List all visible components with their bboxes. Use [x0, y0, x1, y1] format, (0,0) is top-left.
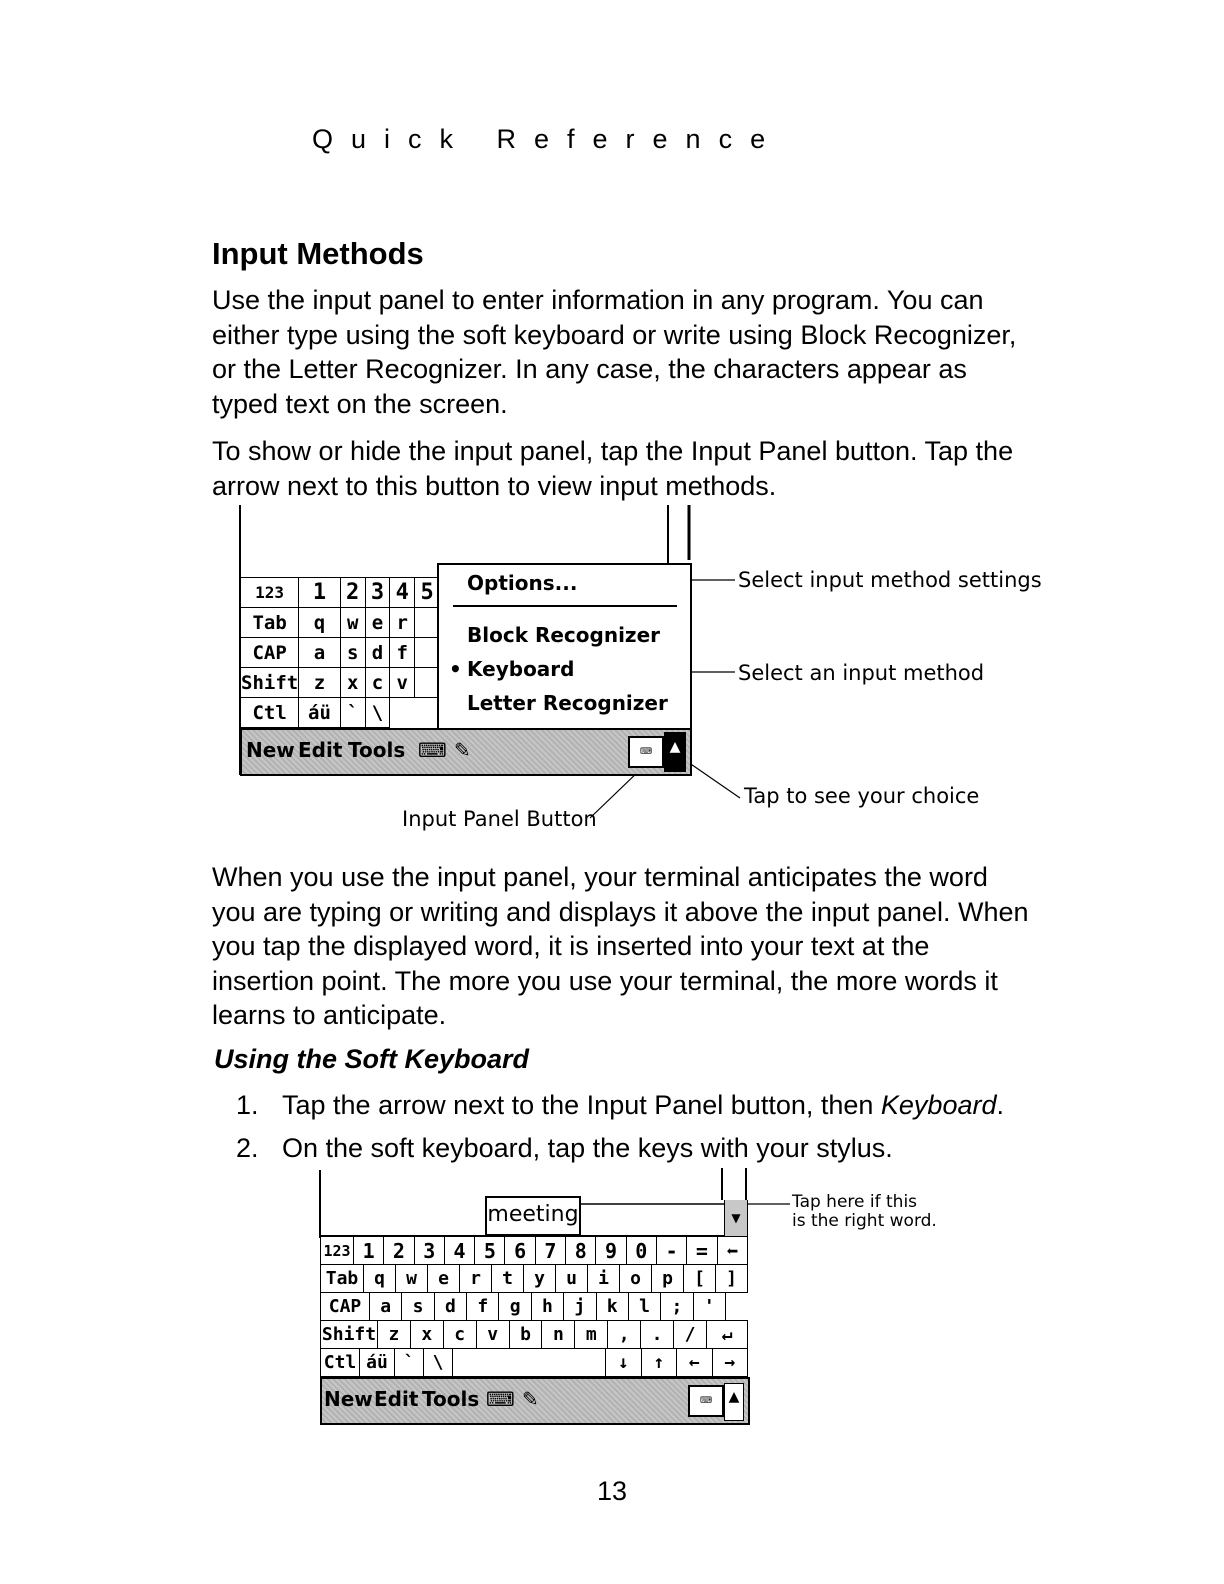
key-right-arrow[interactable]: →: [712, 1349, 748, 1377]
menu-edit[interactable]: Edit: [298, 738, 343, 762]
key-2[interactable]: 2: [340, 578, 365, 608]
callout-panel-button: Input Panel Button: [402, 807, 597, 831]
input-panel-button-icon[interactable]: ⌨: [688, 1385, 724, 1417]
key-p[interactable]: p: [652, 1265, 684, 1293]
key-n[interactable]: n: [542, 1321, 575, 1349]
key-c[interactable]: c: [365, 668, 390, 698]
input-method-arrow-icon[interactable]: ▲: [724, 1383, 744, 1421]
key-period[interactable]: .: [641, 1321, 674, 1349]
key-u[interactable]: u: [556, 1265, 588, 1293]
key-z[interactable]: z: [299, 668, 341, 698]
key-backslash[interactable]: \: [424, 1349, 453, 1377]
show-hide-paragraph: To show or hide the input panel, tap the Input Panel button. Tap the arrow next to this button to view input methods.: [212, 436, 1014, 501]
key-x[interactable]: x: [340, 668, 365, 698]
key-5[interactable]: 5: [415, 578, 440, 608]
callout-line-1: Tap here if this: [792, 1192, 918, 1212]
selected-bullet-icon: •: [449, 657, 462, 681]
key-ctl[interactable]: Ctl: [321, 1349, 360, 1377]
step-text-end: .: [996, 1090, 1005, 1120]
key-w[interactable]: w: [340, 608, 365, 638]
key-d[interactable]: d: [365, 638, 390, 668]
menu-tools[interactable]: Tools: [348, 738, 406, 762]
key-k[interactable]: k: [596, 1293, 628, 1321]
callout-method: Select an input method: [738, 661, 985, 685]
key-caps[interactable]: CAP: [321, 1293, 370, 1321]
key-slash[interactable]: /: [674, 1321, 707, 1349]
menu-new[interactable]: New: [324, 1387, 373, 1411]
keyboard-small-icon[interactable]: ⌨: [418, 738, 447, 762]
key-left-bracket[interactable]: [: [684, 1265, 716, 1293]
suggested-word-button[interactable]: meeting: [485, 1196, 581, 1236]
full-soft-keyboard: [320, 1236, 748, 1265]
key-r[interactable]: r: [390, 608, 415, 638]
full-soft-keyboard-row4: [320, 1320, 748, 1349]
key-6[interactable]: 6: [505, 1237, 535, 1265]
key-right-bracket[interactable]: ]: [716, 1265, 748, 1293]
key-2[interactable]: 2: [384, 1237, 414, 1265]
key-a[interactable]: a: [299, 638, 341, 668]
key-q[interactable]: q: [364, 1265, 396, 1293]
full-soft-keyboard-row3: [320, 1292, 726, 1321]
key-tab[interactable]: Tab: [321, 1265, 364, 1293]
menu-edit[interactable]: Edit: [374, 1387, 419, 1411]
key-123[interactable]: 123: [321, 1237, 354, 1265]
key-backslash[interactable]: \: [365, 698, 390, 728]
key-1[interactable]: 1: [354, 1237, 384, 1265]
key-x[interactable]: x: [410, 1321, 443, 1349]
callout-settings: Select input method settings: [738, 568, 1042, 592]
intro-paragraph: Use the input panel to enter information in any program. You can either type using the soft keyboard or write using Block Recognizer, or the Letter Recognizer. In any case, the characters appear as typed text on the screen.: [212, 285, 1017, 419]
key-0[interactable]: 0: [626, 1237, 656, 1265]
step-text: On the soft keyboard, tap the keys with your stylus.: [282, 1133, 893, 1163]
key-left-arrow[interactable]: ←: [677, 1349, 713, 1377]
key-y[interactable]: y: [524, 1265, 556, 1293]
key-e[interactable]: e: [365, 608, 390, 638]
key-v[interactable]: v: [390, 668, 415, 698]
word-callout: [792, 1193, 937, 1231]
key-ctl[interactable]: Ctl: [241, 698, 299, 728]
key-c[interactable]: c: [443, 1321, 476, 1349]
key-accents[interactable]: áü: [299, 698, 341, 728]
key-5[interactable]: 5: [475, 1237, 505, 1265]
input-method-arrow-icon[interactable]: ▲: [664, 732, 686, 772]
anticipation-paragraph: When you use the input panel, your terminal anticipates the word you are typing or writing and displays it above the input panel. When you tap the displayed word, it is inserted into your text at the insertion point. The more you use your terminal, the more words it learns to anticipate.: [212, 862, 1029, 1030]
key-caps[interactable]: CAP: [241, 638, 299, 668]
step-text: Tap the arrow next to the Input Panel button, then: [282, 1090, 881, 1120]
key-backtick[interactable]: `: [395, 1349, 424, 1377]
key-z[interactable]: z: [378, 1321, 411, 1349]
key-8[interactable]: 8: [566, 1237, 596, 1265]
running-header: Quick Reference: [312, 124, 784, 154]
key-a[interactable]: a: [370, 1293, 402, 1321]
key-1[interactable]: 1: [299, 578, 341, 608]
key-7[interactable]: 7: [535, 1237, 565, 1265]
menu-item-letter-recognizer[interactable]: Letter Recognizer: [467, 691, 668, 715]
key-b[interactable]: b: [509, 1321, 542, 1349]
key-s[interactable]: s: [340, 638, 365, 668]
key-backspace-icon[interactable]: ⬅: [717, 1237, 747, 1265]
keyboard-small-icon[interactable]: ⌨: [486, 1387, 515, 1411]
key-f[interactable]: f: [390, 638, 415, 668]
callout-line-2: is the right word.: [792, 1211, 937, 1231]
key-s[interactable]: s: [402, 1293, 434, 1321]
key-shift[interactable]: Shift: [241, 668, 299, 698]
step-number: 2.: [236, 1133, 259, 1163]
menu-item-options[interactable]: Options...: [467, 571, 578, 595]
key-h[interactable]: h: [531, 1293, 563, 1321]
key-minus[interactable]: -: [656, 1237, 686, 1265]
step-number: 1.: [236, 1090, 259, 1120]
key-o[interactable]: o: [620, 1265, 652, 1293]
key-equals[interactable]: =: [687, 1237, 717, 1265]
key-3[interactable]: 3: [365, 578, 390, 608]
key-m[interactable]: m: [575, 1321, 608, 1349]
key-i[interactable]: i: [588, 1265, 620, 1293]
key-123[interactable]: 123: [241, 578, 299, 608]
key-l[interactable]: l: [628, 1293, 660, 1321]
key-f[interactable]: f: [467, 1293, 499, 1321]
pen-icon[interactable]: ✎: [454, 738, 471, 762]
subsection-title: Using the Soft Keyboard: [214, 1044, 530, 1074]
key-d[interactable]: d: [434, 1293, 466, 1321]
key-apostrophe[interactable]: ': [693, 1293, 725, 1321]
key-semicolon[interactable]: ;: [661, 1293, 693, 1321]
input-panel-button-icon[interactable]: ⌨: [628, 736, 664, 768]
key-comma[interactable]: ,: [608, 1321, 641, 1349]
key-t[interactable]: t: [492, 1265, 524, 1293]
taskbar: [320, 1377, 750, 1425]
key-space[interactable]: [453, 1349, 606, 1377]
key-g[interactable]: g: [499, 1293, 531, 1321]
section-title: Input Methods: [212, 236, 424, 271]
key-shift[interactable]: Shift: [321, 1321, 378, 1349]
key-3[interactable]: 3: [414, 1237, 444, 1265]
key-backtick[interactable]: `: [340, 698, 365, 728]
scroll-dropdown-icon[interactable]: ▼: [724, 1200, 748, 1236]
menu-tools[interactable]: Tools: [422, 1387, 480, 1411]
full-soft-keyboard-row5: [320, 1348, 748, 1377]
page-number: 13: [596, 1476, 628, 1506]
key-4[interactable]: 4: [444, 1237, 474, 1265]
key-tab[interactable]: Tab: [241, 608, 299, 638]
full-soft-keyboard-row2: [320, 1264, 748, 1293]
menu-new[interactable]: New: [246, 738, 295, 762]
key-accents[interactable]: áü: [360, 1349, 395, 1377]
menu-item-keyboard[interactable]: Keyboard: [467, 657, 575, 681]
pen-icon[interactable]: ✎: [522, 1387, 539, 1411]
callout-choice: Tap to see your choice: [744, 784, 980, 808]
key-enter-icon[interactable]: ↵: [707, 1321, 748, 1349]
menu-item-block-recognizer[interactable]: Block Recognizer: [467, 623, 660, 647]
key-down-arrow[interactable]: ↓: [606, 1349, 642, 1377]
key-q[interactable]: q: [299, 608, 341, 638]
key-4[interactable]: 4: [390, 578, 415, 608]
step-emphasis: Keyboard: [880, 1090, 997, 1120]
key-v[interactable]: v: [476, 1321, 509, 1349]
key-r[interactable]: r: [460, 1265, 492, 1293]
key-w[interactable]: w: [396, 1265, 428, 1293]
key-e[interactable]: e: [428, 1265, 460, 1293]
key-9[interactable]: 9: [596, 1237, 626, 1265]
key-j[interactable]: j: [564, 1293, 596, 1321]
key-up-arrow[interactable]: ↑: [641, 1349, 677, 1377]
